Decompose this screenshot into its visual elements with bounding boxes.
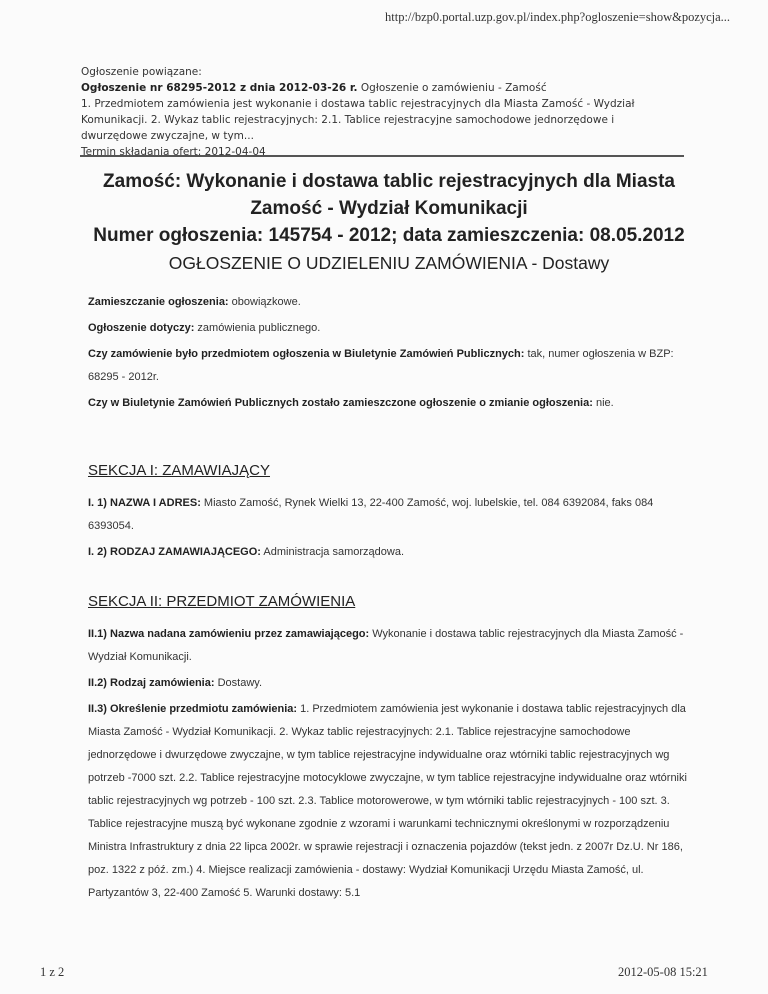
section-item — [88, 698, 688, 905]
section-item-value: Administracja samorządowa. — [260, 546, 405, 558]
related-deadline: Termin składania ofert: 2012-04-04 — [81, 146, 266, 158]
section-item — [88, 541, 688, 564]
related-reference — [81, 80, 691, 96]
section-1-body — [88, 492, 688, 567]
intro-item — [88, 291, 688, 314]
section-item — [88, 623, 688, 669]
section-item-value: Dostawy. — [214, 677, 263, 689]
print-timestamp: 2012-05-08 15:21 — [618, 965, 708, 979]
section-item-label: II.3) Określenie przedmiotu zamówienia: — [88, 703, 298, 715]
related-summary-line: 1. Przedmiotem zamówienia jest wykonanie i dostawa tablic rejestracyjnych dla Miasta Zamość - Wydział — [81, 98, 635, 110]
related-reference-number[interactable]: Ogłoszenie nr 68295-2012 z dnia 2012-03-26 r. — [81, 82, 358, 94]
intro-label: Czy w Biuletynie Zamówień Publicznych zostało zamieszczone ogłoszenie o zmianie ogłoszenia: — [88, 397, 593, 409]
related-heading: Ogłoszenie powiązane: — [81, 66, 202, 78]
header-url: http://bzp0.portal.uzp.gov.pl/index.php?ogloszenie=show&pozycja... — [385, 10, 731, 24]
section-item-label: II.1) Nazwa nadana zamówieniu przez zamawiającego: — [88, 628, 370, 640]
intro-item — [88, 392, 688, 415]
section-item-label: I. 1) NAZWA I ADRES: — [88, 497, 201, 509]
section-1-heading: SEKCJA I: ZAMAWIAJĄCY — [88, 462, 270, 479]
title-line: Zamość - Wydział Komunikacji — [250, 198, 528, 219]
intro-label: Czy zamówienie było przedmiotem ogłoszenia w Biuletynie Zamówień Publicznych: — [88, 348, 525, 360]
notice-type: OGŁOSZENIE O UDZIELENIU ZAMÓWIENIA - Dostawy — [168, 253, 610, 273]
related-summary-line: dwurzędowe zwyczajne, w tym... — [81, 130, 254, 142]
section-item-value: Miasto Zamość, Rynek Wielki 13, 22-400 Zamość, woj. lubelskie, tel. 084 6392084, faks 084 6393054. — [88, 497, 654, 532]
intro-value: tak, numer ogłoszenia w BZP: 68295 - 2012r. — [88, 348, 674, 383]
section-item-label: II.2) Rodzaj zamówienia: — [88, 677, 215, 689]
section-item-value: 1. Przedmiotem zamówienia jest wykonanie i dostawa tablic rejestracyjnych dla Miasta Zamość - Wydział Komunikacji. 2. Wykaz tablic rejestracyjnych: 2.1. Tablice rejestracyjne samochodowe jednorzędowe i dwurzędowe zwyczajne, w tym tablice rejestracyjne indywidualne oraz wtórniki tablic rejestracyjnych wg potrzeb -7000 szt. 2.2. Tablice rejestracyjne motocyklowe zwyczajne, w tym tablice rejestracyjne indywidualne oraz wtórniki tablic rejestracyjnych wg potrzeb - 100 szt. 2.3. Tablice motorowerowe, w tym wtórniki tablic rejestracyjnych - 100 szt. 3. Tablice rejestracyjne muszą być wykonane zgodnie z wzorami i warunkami technicznymi określonymi w rozporządzeniu Ministra Infrastruktury z dnia 22 lipca 2002r. w sprawie rejestracji i oznaczenia pojazdów (tekst jedn. z 2007r Dz.U. Nr 186, poz. 1322 z póź. zm.) 4. Miejsce realizacji zamówienia - dostawy: Wydział Komunikacji Urzędu Miasta Zamość, ul. Partyzantów 3, 22-400 Zamość 5. Warunki dostawy: 5.1 — [88, 703, 687, 899]
notice-number: Numer ogłoszenia: 145754 - 2012; data zamieszczenia: 08.05.2012 — [93, 225, 685, 246]
intro-label: Zamieszczanie ogłoszenia: — [88, 296, 229, 308]
section-item-label: I. 2) RODZAJ ZAMAWIAJĄCEGO: — [88, 546, 261, 558]
intro-block — [88, 291, 688, 418]
divider — [80, 155, 684, 157]
section-item — [88, 492, 688, 538]
title-line: Zamość: Wykonanie i dostawa tablic rejestracyjnych dla Miasta — [103, 171, 675, 192]
related-summary-line: Komunikacji. 2. Wykaz tablic rejestracyjnych: 2.1. Tablice rejestracyjne samochodowe jednorzędowe i — [81, 114, 615, 126]
intro-label: Ogłoszenie dotyczy: — [88, 322, 195, 334]
intro-value: zamówienia publicznego. — [194, 322, 321, 334]
section-2-body — [88, 623, 688, 908]
related-reference-text: Ogłoszenie o zamówieniu - Zamość — [357, 82, 547, 94]
related-notice — [81, 64, 691, 160]
intro-item — [88, 343, 688, 389]
intro-item — [88, 317, 688, 340]
page-number: 1 z 2 — [40, 965, 65, 979]
intro-value: obowiązkowe. — [228, 296, 301, 308]
section-item — [88, 672, 688, 695]
notice-title — [75, 168, 703, 276]
section-2-heading: SEKCJA II: PRZEDMIOT ZAMÓWIENIA — [88, 593, 356, 610]
intro-value: nie. — [592, 397, 614, 409]
section-item-value: Wykonanie i dostawa tablic rejestracyjnych dla Miasta Zamość - Wydział Komunikacji. — [88, 628, 684, 663]
